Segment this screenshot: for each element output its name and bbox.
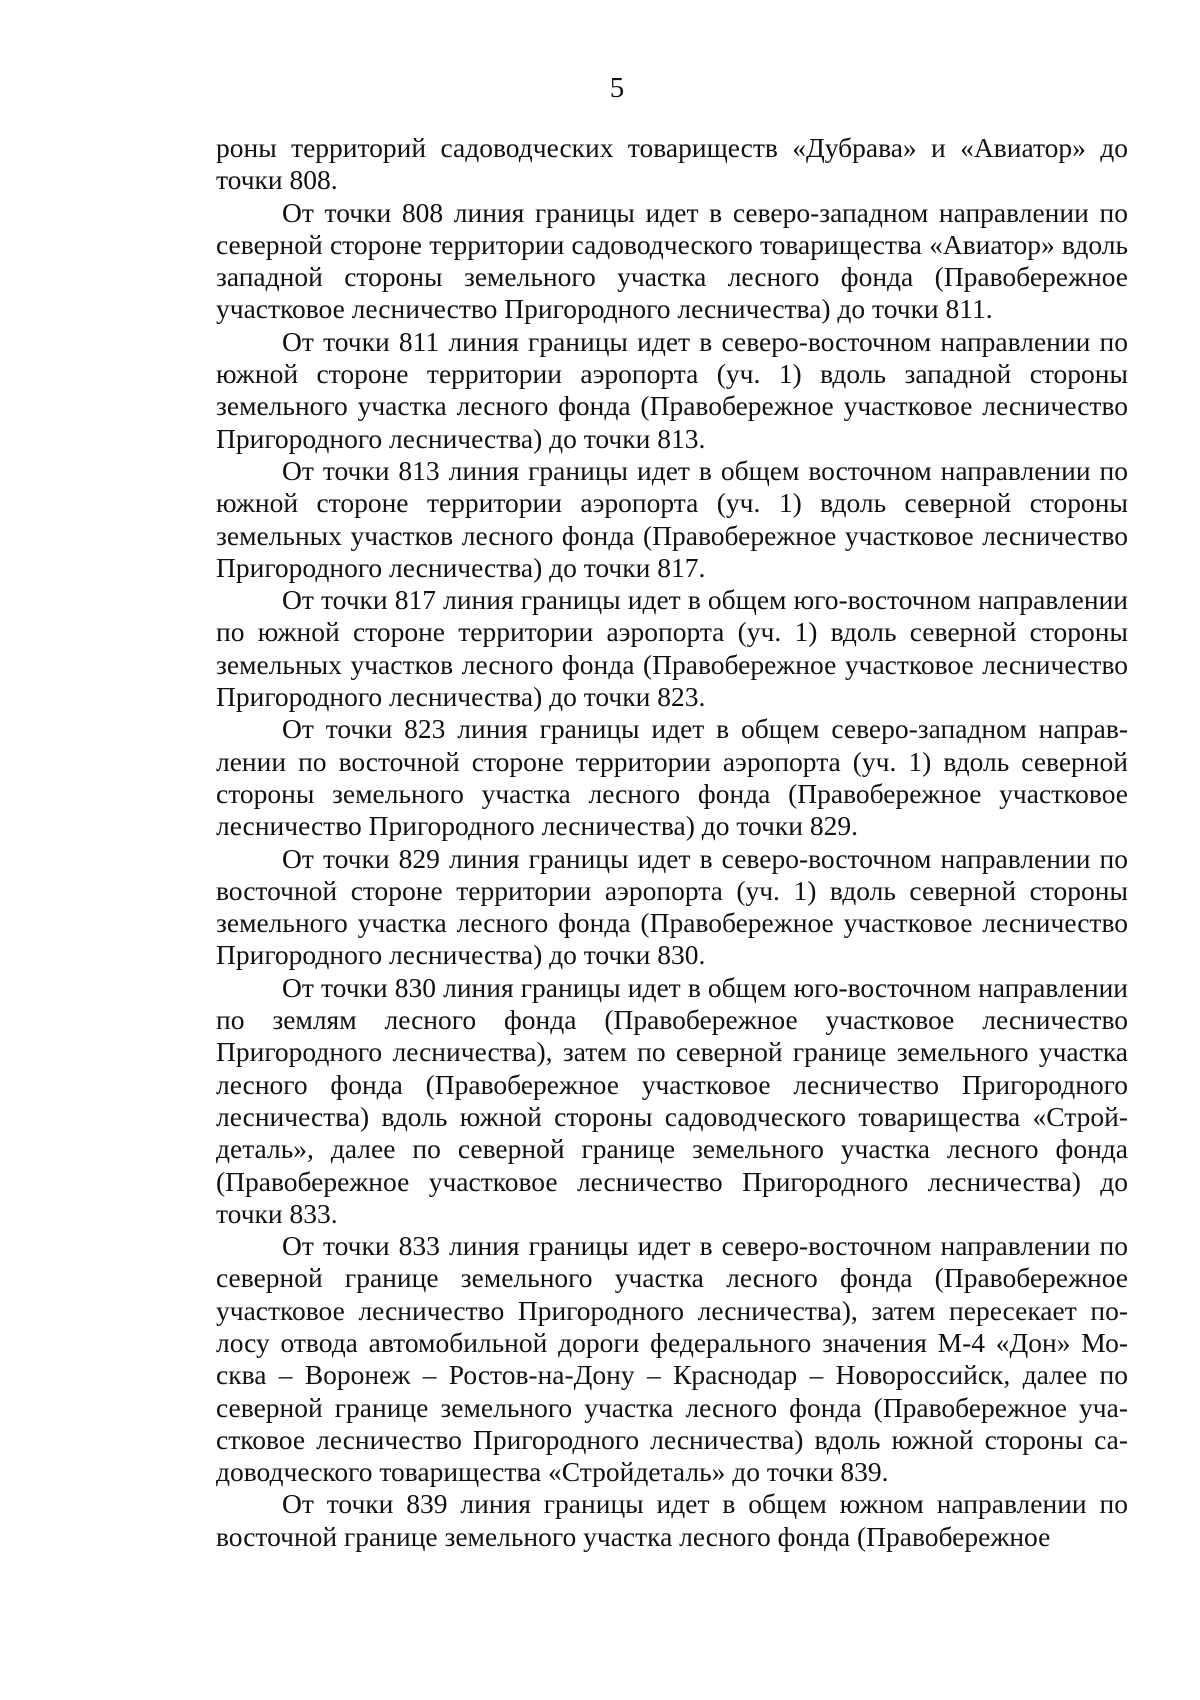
document-body — [216, 132, 1128, 1553]
paragraph-continued: роны территорий садоводческих товариществ «Дубрава» и «Авиатор» до точки 808. — [216, 132, 1128, 196]
paragraph-point-833: От точки 833 линия границы идет в северо-восточном направлении по северной границе земельного участка лесного фонда (Правобережное участковое лесничество Пригородного лесничества), затем пересекает полосу отвода автомобильной дороги федерального значения М-4 «Дон» Москва – Воронеж – Ростов-на-Дону – Краснодар – Новороссийск, далее по северной границе земельного участка лесного фонда (Правобережное участковое лесничество Пригородного лесничества) вдоль южной стороны садоводческого товарищества «Стройдеталь» до точки 839. — [216, 1230, 1128, 1488]
paragraph-point-811: От точки 811 линия границы идет в северо-восточном направлении по южной стороне территории аэропорта (уч. 1) вдоль западной стороны земельного участка лесного фонда (Правобережное участковое лесничество Пригородного лесничества) до точки 813. — [216, 325, 1128, 454]
paragraph-point-823: От точки 823 линия границы идет в общем северо-западном направлении по восточной стороне территории аэропорта (уч. 1) вдоль северной стороны земельного участка лесного фонда (Правобережное участковое лесничество Пригородного лесничества) до точки 829. — [216, 713, 1128, 842]
paragraph-point-808: От точки 808 линия границы идет в северо-западном направлении по северной стороне территории садоводческого товарищества «Авиатор» вдоль западной стороны земельного участка лесного фонда (Правобережное участковое лесничество Пригородного лесничества) до точки 811. — [216, 196, 1128, 325]
page-number: 5 — [609, 72, 625, 104]
paragraph-point-813: От точки 813 линия границы идет в общем восточном направлении по южной стороне территории аэропорта (уч. 1) вдоль северной стороны земельных участков лесного фонда (Правобережное участковое лесничество Пригородного лесничества) до точки 817. — [216, 454, 1128, 583]
paragraph-point-829: От точки 829 линия границы идет в северо-восточном направлении по восточной стороне территории аэропорта (уч. 1) вдоль северной стороны земельного участка лесного фонда (Правобережное участковое лесничество Пригородного лесничества) до точки 830. — [216, 842, 1128, 971]
paragraph-point-817: От точки 817 линия границы идет в общем юго-восточном направлении по южной стороне территории аэропорта (уч. 1) вдоль северной стороны земельных участков лесного фонда (Правобережное участковое лесничество Пригородного лесничества) до точки 823. — [216, 584, 1128, 713]
paragraph-point-830: От точки 830 линия границы идет в общем юго-восточном направлении по землям лесного фонда (Правобережное участковое лесничество Пригородного лесничества), затем по северной границе земельного участка лесного фонда (Правобережное участковое лесничество Пригородного лесничества) вдоль южной стороны садоводческого товарищества «Стройдеталь», далее по северной границе земельного участка лесного фонда (Правобережное участковое лесничество Пригородного лесничества) до точки 833. — [216, 971, 1128, 1229]
paragraph-point-839: От точки 839 линия границы идет в общем южном направлении по восточной границе земельного участка лесного фонда (Правобережное — [216, 1488, 1128, 1552]
